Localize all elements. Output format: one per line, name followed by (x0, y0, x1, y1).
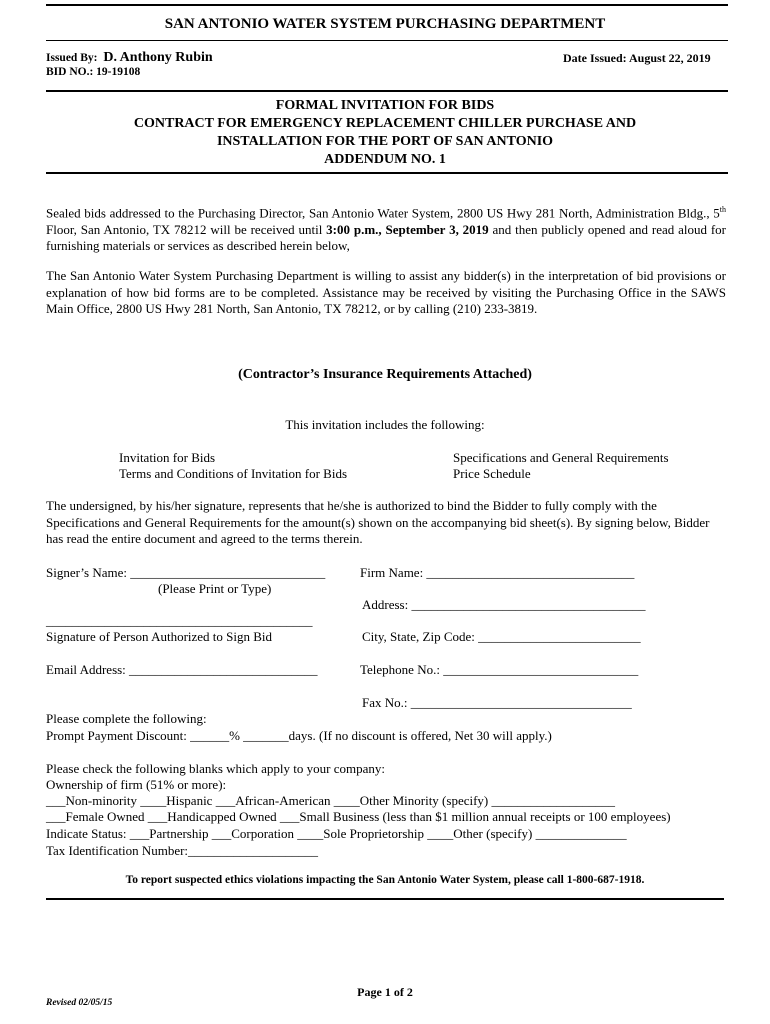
title-top-rule (46, 90, 728, 92)
title-line-3: INSTALLATION FOR THE PORT OF SAN ANTONIO (216, 134, 554, 149)
ownership-line-1[interactable]: ___Non-minority ____Hispanic ___African-American ____Other Minority (specify) ___________________ (46, 793, 616, 808)
header-rule (46, 40, 728, 41)
tax-id-line[interactable]: Tax Identification Number:____________________ (46, 843, 319, 858)
title-line-4: ADDENDUM NO. 1 (324, 152, 446, 167)
includes-right-2: Price Schedule (453, 466, 531, 481)
signature-line[interactable]: _________________________________________ (46, 613, 313, 628)
intro-part-2: Floor, San Antonio, TX 78212 will be received until (46, 221, 327, 237)
intro-part-1: Sealed bids addressed to the Purchasing Director, San Antonio Water System, 2800 US Hwy 281 North, Administration Bldg., 5 (46, 205, 720, 221)
issued-by-name: D. Anthony Rubin (103, 50, 213, 65)
includes-left-1: Invitation for Bids (119, 450, 216, 465)
intro-paragraph (46, 202, 726, 255)
issued-by-label: Issued By: (46, 52, 98, 64)
fax-field[interactable]: Fax No.: __________________________________ (362, 695, 632, 710)
signature-label: Signature of Person Authorized to Sign Bid (46, 629, 273, 644)
top-rule (46, 4, 728, 6)
prompt-payment-line[interactable]: Prompt Payment Discount: ______% _______days. (If no discount is offered, Net 30 will apply.) (46, 728, 552, 743)
date-issued: Date Issued: August 22, 2019 (563, 51, 711, 65)
title-bottom-rule (46, 172, 728, 174)
revised-date: Revised 02/05/15 (46, 998, 113, 1008)
signature-paragraph: The undersigned, by his/her signature, represents that he/she is authorized to bind the Bidder to fully comply with the Specifications and General Requirements for the amount(s) shown on the accompanying bid sheet(s). By signing below, Bidder has read the entire document and agreed to the terms therein. (46, 498, 710, 546)
bid-deadline: 3:00 p.m., September 3, 2019 (326, 221, 489, 237)
ethics-note: To report suspected ethics violations impacting the San Antonio Water System, please call 1-800-687-1918. (125, 874, 645, 886)
company-heading: Please check the following blanks which apply to your company: (46, 761, 386, 776)
signers-name-field[interactable]: Signer’s Name: ______________________________ (46, 565, 326, 580)
bid-number: BID NO.: 19-19108 (46, 66, 141, 78)
intro-part-3: and then publicly opened and read aloud for furnishing materials or services as described herein below, (46, 221, 726, 254)
assist-paragraph: The San Antonio Water System Purchasing Department is willing to assist any bidder(s) in the interpretation of bid provisions or explanation of how bid forms are to be completed. Assistance may be received by visiting the Purchasing Office in the SAWS Main Office, 2800 US Hwy 281 North, San Antonio, TX 78212, or by calling (210) 233-3819. (46, 268, 726, 316)
includes-intro: This invitation includes the following: (285, 417, 485, 432)
telephone-field[interactable]: Telephone No.: ______________________________ (360, 662, 639, 677)
insurance-note: (Contractor’s Insurance Requirements Attached) (238, 367, 532, 382)
address-field[interactable]: Address: ____________________________________ (362, 597, 646, 612)
issued-by (46, 50, 213, 66)
page-number: Page 1 of 2 (357, 985, 413, 999)
includes-left-2: Terms and Conditions of Invitation for Bids (119, 466, 348, 481)
ownership-line-2[interactable]: ___Female Owned ___Handicapped Owned ___Small Business (less than $1 million annual receipts or 100 employees) (46, 809, 671, 824)
includes-right-1: Specifications and General Requirements (453, 450, 669, 465)
print-or-type-note: (Please Print or Type) (158, 581, 272, 596)
title-line-1: FORMAL INVITATION FOR BIDS (275, 98, 495, 113)
city-state-zip-field[interactable]: City, State, Zip Code: _________________________ (362, 629, 641, 644)
ownership-heading: Ownership of firm (51% or more): (46, 777, 227, 792)
payment-heading: Please complete the following: (46, 711, 207, 726)
bottom-rule (46, 898, 724, 900)
firm-name-field[interactable]: Firm Name: ________________________________ (360, 565, 635, 580)
department-heading: SAN ANTONIO WATER SYSTEM PURCHASING DEPARTMENT (164, 16, 606, 32)
status-line[interactable]: Indicate Status: ___Partnership ___Corporation ____Sole Proprietorship ____Other (specify) ______________ (46, 826, 627, 841)
email-field[interactable]: Email Address: _____________________________ (46, 662, 318, 677)
intro-superscript: th (719, 205, 726, 214)
title-line-2: CONTRACT FOR EMERGENCY REPLACEMENT CHILLER PURCHASE AND (133, 116, 637, 131)
